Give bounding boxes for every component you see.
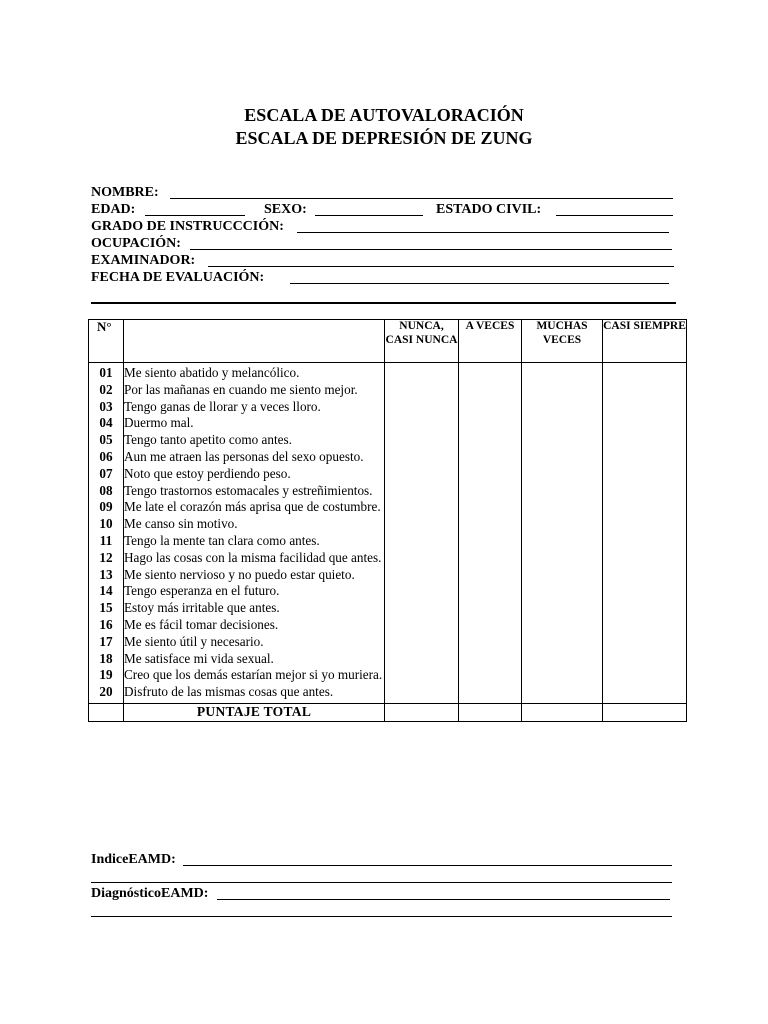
item-number: 10 xyxy=(89,516,124,533)
table-row xyxy=(89,483,687,500)
answer-cell-casi-siempre[interactable] xyxy=(603,533,687,550)
answer-cell-nunca[interactable] xyxy=(385,499,459,516)
edad-label: EDAD: xyxy=(91,202,136,217)
answer-cell-casi-siempre[interactable] xyxy=(603,583,687,600)
answer-cell-muchas-veces[interactable] xyxy=(522,432,603,449)
item-text: Me satisface mi vida sexual. xyxy=(124,651,385,668)
item-number: 01 xyxy=(89,363,124,382)
table-row xyxy=(89,600,687,617)
answer-cell-a-veces[interactable] xyxy=(459,363,522,382)
answer-cell-nunca[interactable] xyxy=(385,516,459,533)
item-number: 17 xyxy=(89,634,124,651)
table-row xyxy=(89,449,687,466)
answer-cell-nunca[interactable] xyxy=(385,466,459,483)
item-text: Estoy más irritable que antes. xyxy=(124,600,385,617)
answer-cell-casi-siempre[interactable] xyxy=(603,667,687,684)
grado-field[interactable] xyxy=(297,232,669,233)
item-text: Disfruto de las mismas cosas que antes. xyxy=(124,684,385,703)
answer-cell-casi-siempre[interactable] xyxy=(603,634,687,651)
header-a-veces: A VECES xyxy=(459,320,522,363)
item-number: 07 xyxy=(89,466,124,483)
answer-cell-casi-siempre[interactable] xyxy=(603,382,687,399)
answer-cell-nunca[interactable] xyxy=(385,550,459,567)
item-text: Me siento abatido y melancólico. xyxy=(124,363,385,382)
answer-cell-nunca[interactable] xyxy=(385,567,459,584)
answer-cell-nunca[interactable] xyxy=(385,432,459,449)
indice-extra-line[interactable] xyxy=(91,882,672,883)
examinador-field[interactable] xyxy=(208,266,674,267)
item-number: 13 xyxy=(89,567,124,584)
table-row xyxy=(89,533,687,550)
item-text: Me late el corazón más aprisa que de costumbre. xyxy=(124,499,385,516)
answer-cell-muchas-veces[interactable] xyxy=(522,567,603,584)
answer-cell-casi-siempre[interactable] xyxy=(603,432,687,449)
separator-line xyxy=(91,302,676,304)
table-row xyxy=(89,499,687,516)
answer-cell-casi-siempre[interactable] xyxy=(603,415,687,432)
item-number: 15 xyxy=(89,600,124,617)
table-row xyxy=(89,466,687,483)
examinador-label: EXAMINADOR: xyxy=(91,253,196,268)
table-row xyxy=(89,567,687,584)
item-text: Noto que estoy perdiendo peso. xyxy=(124,466,385,483)
page-title: ESCALA DE AUTOVALORACIÓN xyxy=(244,105,524,125)
item-number: 08 xyxy=(89,483,124,500)
answer-cell-casi-siempre[interactable] xyxy=(603,363,687,382)
diagnostico-field[interactable] xyxy=(217,899,670,900)
table-row xyxy=(89,617,687,634)
item-text: Me es fácil tomar decisiones. xyxy=(124,617,385,634)
answer-cell-nunca[interactable] xyxy=(385,399,459,416)
answer-cell-casi-siempre[interactable] xyxy=(603,600,687,617)
table-row xyxy=(89,415,687,432)
item-text: Hago las cosas con la misma facilidad que antes. xyxy=(124,550,385,567)
answer-cell-casi-siempre[interactable] xyxy=(603,550,687,567)
answer-cell-a-veces[interactable] xyxy=(459,634,522,651)
item-text: Creo que los demás estarían mejor si yo muriera. xyxy=(124,667,385,684)
answer-cell-muchas-veces[interactable] xyxy=(522,600,603,617)
header-item xyxy=(124,320,385,363)
answer-cell-muchas-veces[interactable] xyxy=(522,516,603,533)
table-row xyxy=(89,432,687,449)
answer-cell-casi-siempre[interactable] xyxy=(603,449,687,466)
table-row xyxy=(89,516,687,533)
fecha-field[interactable] xyxy=(290,283,669,284)
item-number: 09 xyxy=(89,499,124,516)
estado-civil-label: ESTADO CIVIL: xyxy=(436,202,542,217)
answer-cell-nunca[interactable] xyxy=(385,533,459,550)
answer-cell-muchas-veces[interactable] xyxy=(522,617,603,634)
answer-cell-muchas-veces[interactable] xyxy=(522,651,603,668)
answer-cell-a-veces[interactable] xyxy=(459,483,522,500)
table-row xyxy=(89,382,687,399)
item-text: Tengo ganas de llorar y a veces lloro. xyxy=(124,399,385,416)
nombre-field[interactable] xyxy=(170,198,673,199)
answer-cell-casi-siempre[interactable] xyxy=(603,617,687,634)
table-row xyxy=(89,550,687,567)
header-no: N° xyxy=(89,320,124,363)
answer-cell-muchas-veces[interactable] xyxy=(522,363,603,382)
answer-cell-muchas-veces[interactable] xyxy=(522,684,603,703)
answer-cell-muchas-veces[interactable] xyxy=(522,466,603,483)
table-row xyxy=(89,684,687,703)
header-casi-siempre: CASI SIEMPRE xyxy=(603,320,687,363)
answer-cell-muchas-veces[interactable] xyxy=(522,533,603,550)
table-row xyxy=(89,634,687,651)
answer-cell-casi-siempre[interactable] xyxy=(603,567,687,584)
item-number: 12 xyxy=(89,550,124,567)
answer-cell-a-veces[interactable] xyxy=(459,415,522,432)
answer-cell-a-veces[interactable] xyxy=(459,567,522,584)
answer-cell-casi-siempre[interactable] xyxy=(603,483,687,500)
item-number: 02 xyxy=(89,382,124,399)
answer-cell-nunca[interactable] xyxy=(385,483,459,500)
item-number: 03 xyxy=(89,399,124,416)
answer-cell-muchas-veces[interactable] xyxy=(522,550,603,567)
table-row xyxy=(89,363,687,382)
sexo-field[interactable] xyxy=(315,215,423,216)
answer-cell-nunca[interactable] xyxy=(385,600,459,617)
total-casi-siempre-cell[interactable] xyxy=(603,703,687,721)
diagnostico-extra-line[interactable] xyxy=(91,916,672,917)
ocupacion-label: OCUPACIÓN: xyxy=(91,236,181,251)
answer-cell-a-veces[interactable] xyxy=(459,432,522,449)
item-text: Tengo trastornos estomacales y estreñimientos. xyxy=(124,483,385,500)
answer-cell-a-veces[interactable] xyxy=(459,516,522,533)
indice-field[interactable] xyxy=(183,865,672,866)
answer-cell-a-veces[interactable] xyxy=(459,382,522,399)
answer-cell-casi-siempre[interactable] xyxy=(603,499,687,516)
answer-cell-a-veces[interactable] xyxy=(459,583,522,600)
answer-cell-a-veces[interactable] xyxy=(459,684,522,703)
answer-cell-a-veces[interactable] xyxy=(459,600,522,617)
answer-cell-casi-siempre[interactable] xyxy=(603,466,687,483)
total-muchas-veces-cell[interactable] xyxy=(522,703,603,721)
answer-cell-nunca[interactable] xyxy=(385,382,459,399)
table-row xyxy=(89,651,687,668)
item-text: Por las mañanas en cuando me siento mejor. xyxy=(124,382,385,399)
table-row xyxy=(89,399,687,416)
item-text: Tengo la mente tan clara como antes. xyxy=(124,533,385,550)
answer-cell-nunca[interactable] xyxy=(385,667,459,684)
nombre-label: NOMBRE: xyxy=(91,185,159,200)
items-body xyxy=(89,363,687,722)
fecha-label: FECHA DE EVALUACIÓN: xyxy=(91,270,265,285)
answer-cell-casi-siempre[interactable] xyxy=(603,399,687,416)
item-number: 19 xyxy=(89,667,124,684)
item-text: Tengo tanto apetito como antes. xyxy=(124,432,385,449)
header-nunca: NUNCA, CASI NUNCA xyxy=(385,320,459,363)
item-number: 14 xyxy=(89,583,124,600)
answer-cell-nunca[interactable] xyxy=(385,651,459,668)
answer-cell-muchas-veces[interactable] xyxy=(522,382,603,399)
answer-cell-muchas-veces[interactable] xyxy=(522,483,603,500)
item-number: 06 xyxy=(89,449,124,466)
answer-cell-a-veces[interactable] xyxy=(459,651,522,668)
answer-cell-nunca[interactable] xyxy=(385,617,459,634)
estado-civil-field[interactable] xyxy=(556,215,673,216)
item-number: 11 xyxy=(89,533,124,550)
answer-cell-nunca[interactable] xyxy=(385,684,459,703)
item-text: Me canso sin motivo. xyxy=(124,516,385,533)
answer-cell-nunca[interactable] xyxy=(385,363,459,382)
answer-cell-a-veces[interactable] xyxy=(459,466,522,483)
indice-label: IndiceEAMD: xyxy=(91,852,176,867)
answer-cell-casi-siempre[interactable] xyxy=(603,684,687,703)
answer-cell-a-veces[interactable] xyxy=(459,617,522,634)
header-muchas-veces: MUCHAS VECES xyxy=(522,320,603,363)
answer-cell-nunca[interactable] xyxy=(385,583,459,600)
answer-cell-muchas-veces[interactable] xyxy=(522,399,603,416)
answer-cell-casi-siempre[interactable] xyxy=(603,651,687,668)
total-label: PUNTAJE TOTAL xyxy=(124,703,385,721)
answer-cell-a-veces[interactable] xyxy=(459,399,522,416)
answer-cell-muchas-veces[interactable] xyxy=(522,415,603,432)
item-text: Duermo mal. xyxy=(124,415,385,432)
answer-cell-a-veces[interactable] xyxy=(459,550,522,567)
edad-field[interactable] xyxy=(145,215,245,216)
item-text: Aun me atraen las personas del sexo opuesto. xyxy=(124,449,385,466)
grado-label: GRADO DE INSTRUCCCIÓN: xyxy=(91,219,284,234)
answer-cell-a-veces[interactable] xyxy=(459,533,522,550)
item-number: 18 xyxy=(89,651,124,668)
item-number: 04 xyxy=(89,415,124,432)
page-subtitle: ESCALA DE DEPRESIÓN DE ZUNG xyxy=(235,128,533,148)
total-num-cell xyxy=(89,703,124,721)
answer-cell-muchas-veces[interactable] xyxy=(522,634,603,651)
item-number: 16 xyxy=(89,617,124,634)
answer-cell-nunca[interactable] xyxy=(385,415,459,432)
item-number: 05 xyxy=(89,432,124,449)
total-nunca-cell[interactable] xyxy=(385,703,459,721)
sexo-label: SEXO: xyxy=(264,202,307,217)
diagnostico-label: DiagnósticoEAMD: xyxy=(91,886,209,901)
answer-cell-muchas-veces[interactable] xyxy=(522,583,603,600)
answer-cell-a-veces[interactable] xyxy=(459,667,522,684)
total-a-veces-cell[interactable] xyxy=(459,703,522,721)
ocupacion-field[interactable] xyxy=(190,249,672,250)
answer-cell-casi-siempre[interactable] xyxy=(603,516,687,533)
item-text: Me siento útil y necesario. xyxy=(124,634,385,651)
zung-scale-table xyxy=(88,319,687,722)
answer-cell-a-veces[interactable] xyxy=(459,449,522,466)
item-text: Me siento nervioso y no puedo estar quieto. xyxy=(124,567,385,584)
answer-cell-muchas-veces[interactable] xyxy=(522,499,603,516)
answer-cell-muchas-veces[interactable] xyxy=(522,667,603,684)
item-text: Tengo esperanza en el futuro. xyxy=(124,583,385,600)
table-row xyxy=(89,583,687,600)
answer-cell-nunca[interactable] xyxy=(385,634,459,651)
answer-cell-nunca[interactable] xyxy=(385,449,459,466)
answer-cell-a-veces[interactable] xyxy=(459,499,522,516)
item-number: 20 xyxy=(89,684,124,703)
table-row xyxy=(89,667,687,684)
answer-cell-muchas-veces[interactable] xyxy=(522,449,603,466)
